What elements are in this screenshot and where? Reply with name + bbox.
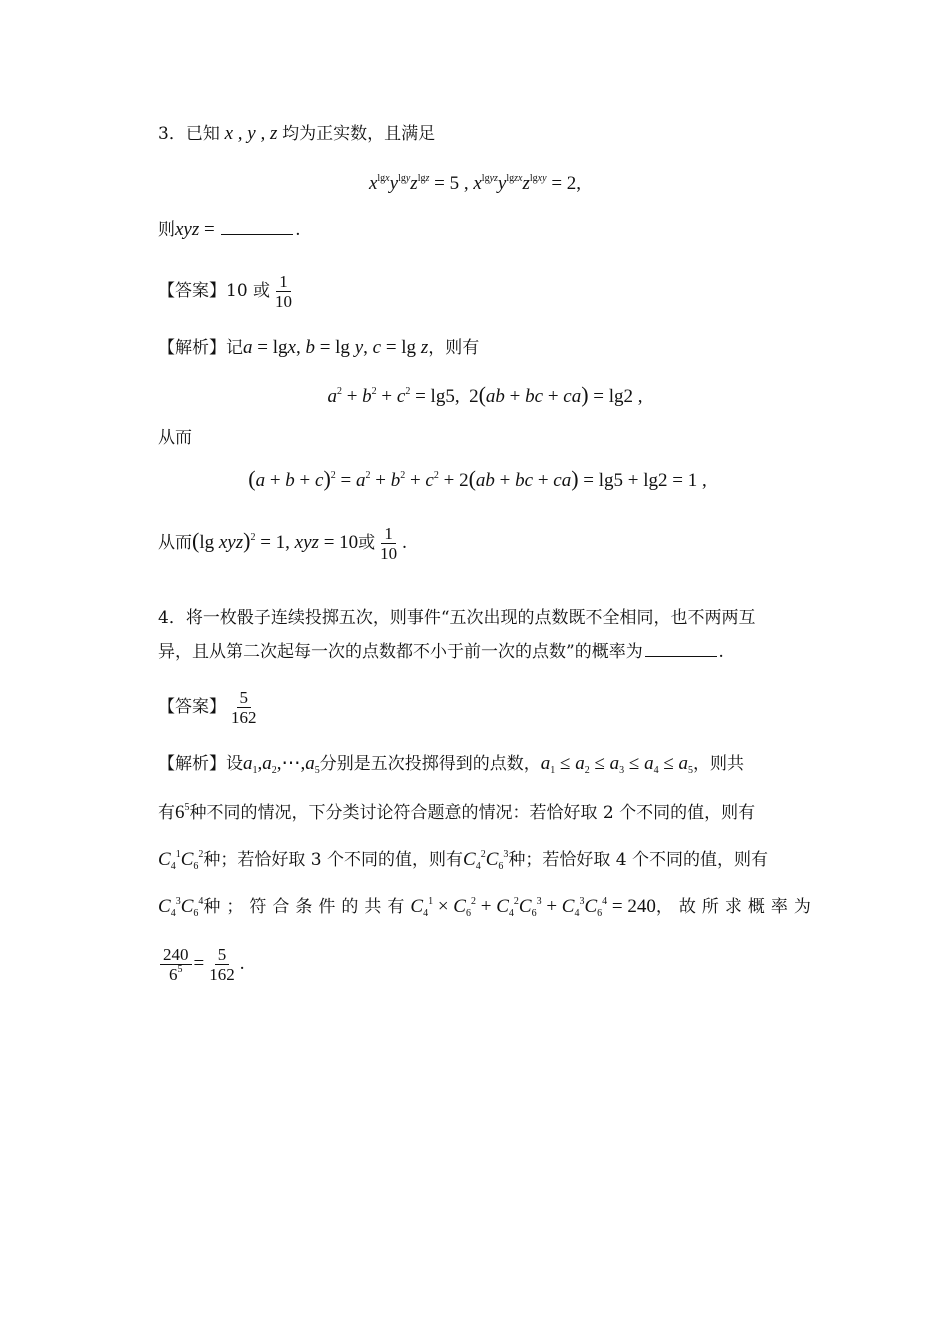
analysis-tag: 【解析】 [158, 338, 226, 358]
problem4-analysis-line4: $C_4^3C_6^4$种；符合条件的共有$C_4^1 \times C_6^2 + C_4^2C_6^3 + C_4^3C_6^4 = 240$，故所求概率为 [158, 896, 817, 919]
problem3-analysis-intro: 【解析】记a = lgx, b = lg y, c = lg z，则有 [158, 337, 480, 358]
fraction: $\frac{5}{162}$ [231, 688, 257, 727]
answer-blank [221, 218, 293, 235]
problem4-analysis-line1: 【解析】设$a_1,a_2,\cdots,a_5$分别是五次投掷得到的点数，$a_1 \le a_2 \le a_3 \le a_4 \le a_5$，则共 [158, 753, 744, 776]
problem4-analysis-line5: $\frac{240}{6^5}$ = $\frac{5}{162}$ . [158, 945, 810, 984]
problem4-statement-line2: 异，且从第二次起每一次的点数都不小于前一次的点数”的概率为 . [158, 641, 724, 662]
problem3-from-then: 从而 [158, 428, 192, 448]
problem4-answer [158, 688, 810, 727]
fraction: $\frac{1}{10}$ [380, 524, 398, 563]
problem3-conclusion: 从而(lg xyz)$^2$ = 1, xyz = 10或 $\frac{1}{10}$ . [158, 524, 407, 563]
answer-blank [645, 640, 717, 657]
analysis-tag: 【解析】 [158, 754, 226, 774]
problem3-label: 3． [158, 124, 186, 144]
problem3-statement: 3．已知 x , y , z 均为正实数，且满足 [158, 123, 436, 144]
answer-tag: 【答案】 [158, 697, 226, 717]
problem3-answer: 【答案】10 或 $\frac{1}{10}$ [158, 272, 810, 311]
problem3-equation-2: $a^2 + b^2 + c^2 = \lg 5$, 2(ab + bc + ca) = lg2 , [327, 382, 643, 407]
problem3-equations: $x^{lgx}y^{lgy}z^{lgz} = 5$ , $x^{lgyz}y^{lgzx}z^{lgxy} = 2$, [368, 173, 582, 194]
fraction: $\frac{1}{10}$ [275, 272, 293, 311]
problem4-analysis-line2: 有$6^5$种不同的情况，下分类讨论符合题意的情况：若恰好取 2 个不同的值，则有 [158, 802, 756, 823]
answer-tag: 【答案】 [158, 281, 226, 301]
fraction: $\frac{240}{6^5}$ [160, 945, 192, 984]
problem3-question: 则xyz = . [158, 219, 301, 240]
problem4-label: 4． [158, 608, 186, 628]
problem4-statement-line1: 4．将一枚骰子连续投掷五次，则事件“五次出现的点数既不全相同，也不两两互 [158, 608, 756, 628]
problem4-analysis-line3: $C_4^1C_6^2$种；若恰好取 3 个不同的值，则有$C_4^2C_6^3$种；若恰好取 4 个不同的值，则有 [158, 849, 768, 872]
problem3-equation-3: $(a + b + c)^2 = a^2 + b^2 + c^2 + 2(ab$ + bc + ca) = lg5 + lg2 = 1 , [248, 466, 707, 491]
fraction: $\frac{5}{162}$ [209, 945, 235, 984]
